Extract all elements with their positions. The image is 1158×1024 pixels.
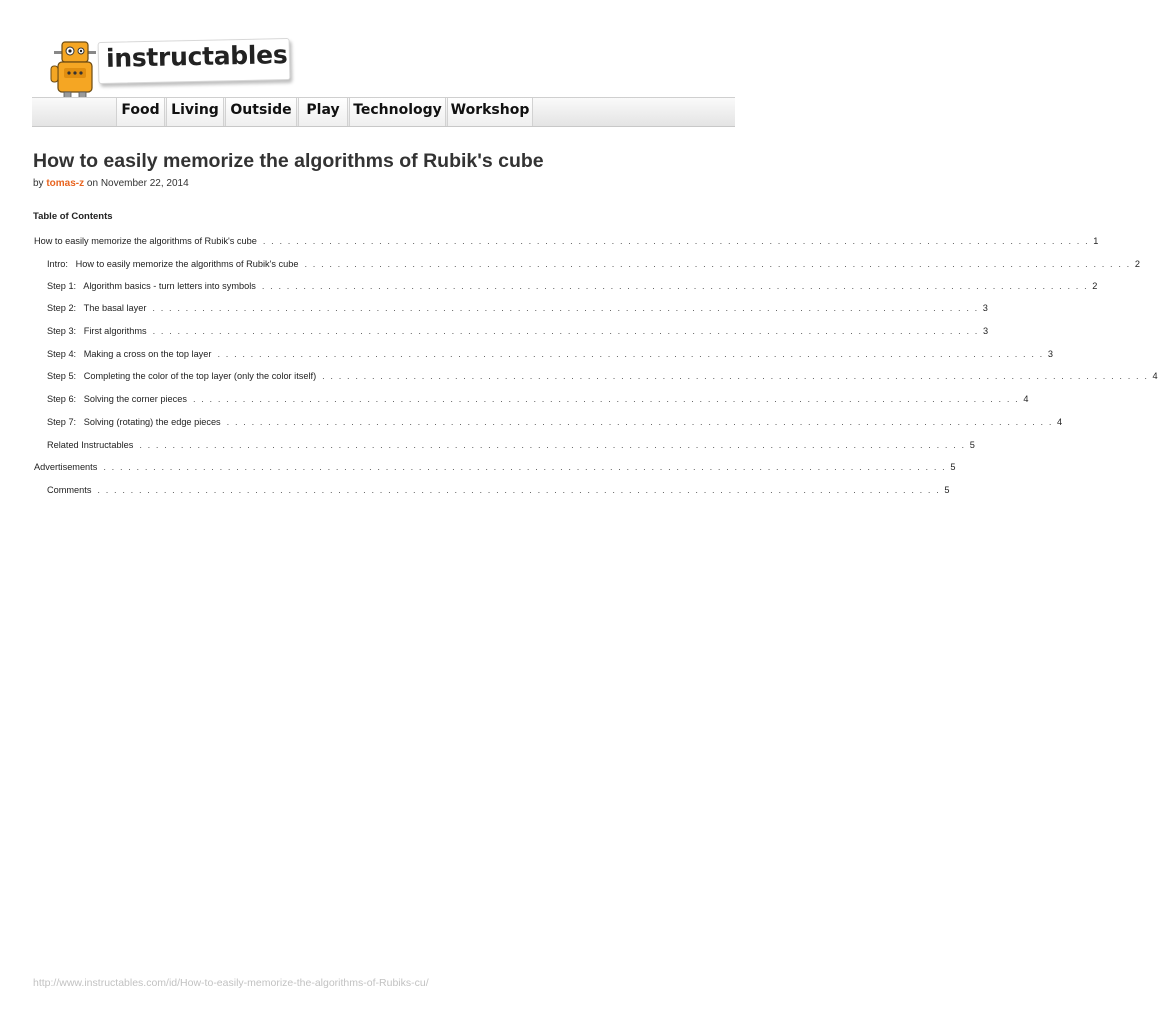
toc-entry-label: Intro: How to easily memorize the algorithms of Rubik's cube [47,259,299,269]
toc-entry[interactable] [47,326,989,340]
toc-entry[interactable] [34,236,1099,250]
site-header [0,0,768,130]
toc-leader-dots: . . . . . . . . . . . . . . . . . . . . . . . . . . . . . . . . . . . . . . . . . . . . . . . . . . . . . . . . . . . . . . . . . . . . . . . . . . . . . . . . . . . . . . . . . . . . . . . . . . . . . . [103,462,947,472]
toc-entry-page: 3 [982,326,989,336]
toc-entry[interactable] [47,259,1140,273]
toc-entry-label: Step 3: First algorithms [47,326,147,336]
toc-entry-page: 5 [944,485,950,495]
toc-leader-dots: . . . . . . . . . . . . . . . . . . . . . . . . . . . . . . . . . . . . . . . . . . . . . . . . . . . . . . . . . . . . . . . . . . . . . . . . . . . . . . . . . . . . . . . . . . . . . . . . . . . . [304,259,1131,269]
toc-entry-page: 5 [969,440,975,450]
toc-entry-label: Step 6: Solving the corner pieces [47,394,187,404]
toc-entry-page: 3 [1047,349,1053,359]
toc-entry-label: Related Instructables [47,440,134,450]
publish-date: on November 22, 2014 [86,178,189,189]
nav-outside[interactable]: Outside [225,98,297,126]
nav-workshop[interactable]: Workshop [447,98,533,126]
byline-prefix: by [33,178,44,189]
toc-entry-label: Step 2: The basal layer [47,303,147,313]
site-logo-text[interactable]: instructables [105,40,288,73]
nav-food[interactable]: Food [116,98,165,126]
toc-entry-label: Step 4: Making a cross on the top layer [47,349,212,359]
author-link[interactable]: tomas-z [46,178,85,189]
toc-entry[interactable] [47,281,1098,295]
toc-leader-dots: . . . . . . . . . . . . . . . . . . . . . . . . . . . . . . . . . . . . . . . . . . . . . . . . . . . . . . . . . . . . . . . . . . . . . . . . . . . . . . . . . . . . . . . . . . . . . . . . . . . . [192,394,1020,404]
category-navbar [32,97,735,127]
nav-play[interactable]: Play [298,98,348,126]
toc-entry-label: Step 7: Solving (rotating) the edge pieces [47,417,221,427]
toc-entry-page: 3 [982,303,988,313]
toc-entry-page: 5 [950,462,956,472]
toc-entry[interactable] [47,303,988,317]
toc-entry-label: Advertisements [34,462,98,472]
toc-leader-dots: . . . . . . . . . . . . . . . . . . . . . . . . . . . . . . . . . . . . . . . . . . . . . . . . . . . . . . . . . . . . . . . . . . . . . . . . . . . . . . . . . . . . . . . . . . . . . . . . . . . . [139,440,966,450]
nav-living[interactable]: Living [166,98,224,126]
toc-leader-dots: . . . . . . . . . . . . . . . . . . . . . . . . . . . . . . . . . . . . . . . . . . . . . . . . . . . . . . . . . . . . . . . . . . . . . . . . . . . . . . . . . . . . . . . . . . . . . . . . . . . . [226,417,1054,427]
toc-entry-page: 4 [1023,394,1029,404]
toc-entry[interactable] [47,349,1053,363]
toc-leader-dots: . . . . . . . . . . . . . . . . . . . . . . . . . . . . . . . . . . . . . . . . . . . . . . . . . . . . . . . . . . . . . . . . . . . . . . . . . . . . . . . . . . . . . . . . . . . . . . . . . . . . [261,281,1089,291]
toc-entry-page: 1 [1093,236,1099,246]
toc-entry[interactable] [47,371,1158,385]
toc-leader-dots: . . . . . . . . . . . . . . . . . . . . . . . . . . . . . . . . . . . . . . . . . . . . . . . . . . . . . . . . . . . . . . . . . . . . . . . . . . . . . . . . . . . . . . . . . . . . . . . . . . . . . . [97,485,941,495]
toc-entry-page: 2 [1134,259,1140,269]
toc-entry[interactable] [47,440,975,454]
page-title: How to easily memorize the algorithms of Rubik's cube [33,150,544,172]
toc-entry[interactable] [34,462,956,476]
toc-entry-page: 4 [1057,417,1063,427]
toc-leader-dots: . . . . . . . . . . . . . . . . . . . . . . . . . . . . . . . . . . . . . . . . . . . . . . . . . . . . . . . . . . . . . . . . . . . . . . . . . . . . . . . . . . . . . . . . . . . . . . . . . . . . [262,236,1090,246]
toc-entry-page: 2 [1092,281,1098,291]
toc-entry[interactable] [47,394,1029,408]
toc-entry-label: Step 5: Completing the color of the top layer (only the color itself) [47,371,317,381]
toc-entry-page: 4 [1152,371,1158,381]
toc-leader-dots: . . . . . . . . . . . . . . . . . . . . . . . . . . . . . . . . . . . . . . . . . . . . . . . . . . . . . . . . . . . . . . . . . . . . . . . . . . . . . . . . . . . . . . . . . . . . . . . . . . . . [322,371,1149,381]
toc-entry-label: Comments [47,485,92,495]
toc-entry-label: Step 1: Algorithm basics - turn letters into symbols [47,281,256,291]
nav-technology[interactable]: Technology [349,98,446,126]
toc-entry[interactable] [47,417,1063,431]
toc-leader-dots: . . . . . . . . . . . . . . . . . . . . . . . . . . . . . . . . . . . . . . . . . . . . . . . . . . . . . . . . . . . . . . . . . . . . . . . . . . . . . . . . . . . . . . . . . . . . . . . . . . . . [152,303,979,313]
toc-entry-label: How to easily memorize the algorithms of Rubik's cube [34,236,257,246]
byline [33,178,189,189]
toc-heading: Table of Contents [33,211,113,222]
toc-leader-dots: . . . . . . . . . . . . . . . . . . . . . . . . . . . . . . . . . . . . . . . . . . . . . . . . . . . . . . . . . . . . . . . . . . . . . . . . . . . . . . . . . . . . . . . . . . . . . . . . . . . . [152,326,979,336]
toc-leader-dots: . . . . . . . . . . . . . . . . . . . . . . . . . . . . . . . . . . . . . . . . . . . . . . . . . . . . . . . . . . . . . . . . . . . . . . . . . . . . . . . . . . . . . . . . . . . . . . . . . . . . [217,349,1044,359]
toc-entry[interactable] [47,485,950,499]
footer-source-url[interactable]: http://www.instructables.com/id/How-to-easily-memorize-the-algorithms-of-Rubiks-cu/ [33,977,429,989]
